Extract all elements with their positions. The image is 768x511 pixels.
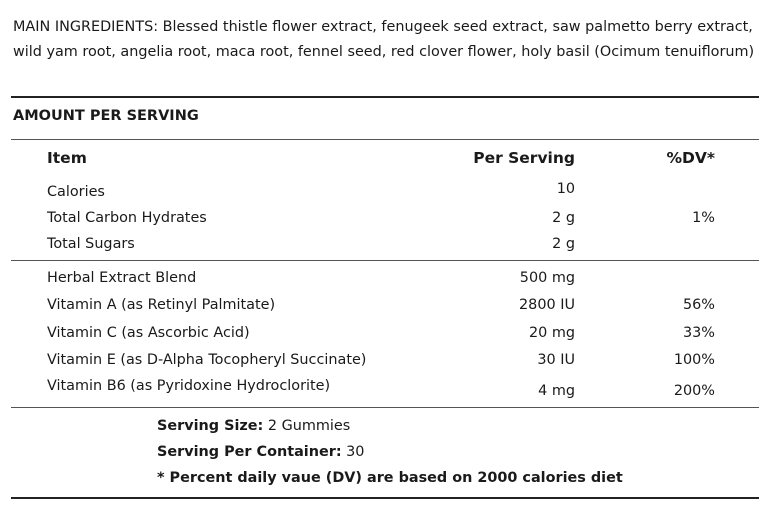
row-per-serving: 2800 IU — [519, 297, 575, 313]
row-item: Total Carbon Hydrates — [47, 210, 207, 226]
row-per-serving: 2 g — [552, 236, 575, 252]
amount-per-serving-heading: AMOUNT PER SERVING — [13, 108, 199, 124]
row-item: Vitamin A (as Retinyl Palmitate) — [47, 297, 276, 313]
servings-per-container-label: Serving Per Container: — [157, 444, 342, 460]
row-item: Herbal Extract Blend — [47, 270, 197, 286]
row-dv: 33% — [683, 325, 715, 341]
row-per-serving: 2 g — [552, 210, 575, 226]
divider-heading — [11, 139, 759, 140]
servings-per-container-value: 30 — [341, 444, 365, 460]
row-dv: 100% — [673, 352, 715, 368]
row-per-serving: 500 mg — [519, 270, 575, 286]
daily-value-note: * Percent daily vaue (DV) are based on 2000 calories diet — [157, 470, 623, 486]
divider-footer — [11, 407, 759, 408]
column-header-dv: %DV* — [666, 149, 715, 167]
divider-bottom — [11, 497, 759, 499]
ingredients-text: Blessed thistle flower extract, fenugeek seed extract, saw palmetto berry extract, wild yam root, angelia root, maca root, fennel seed, red clover flower, holy basil (Ocimum tenuiflorum) — [13, 19, 755, 60]
row-item: Vitamin E (as D-Alpha Tocopheryl Succinate) — [47, 352, 367, 368]
column-header-item: Item — [47, 149, 87, 167]
row-dv: 200% — [673, 383, 715, 399]
row-dv: 56% — [683, 297, 715, 313]
servings-per-container — [157, 444, 364, 460]
row-per-serving: 20 mg — [528, 325, 575, 341]
serving-size-value: 2 Gummies — [263, 418, 351, 434]
ingredients-label: MAIN INGREDIENTS: — [13, 19, 159, 35]
divider-groups — [11, 260, 759, 261]
row-per-serving: 10 — [556, 181, 575, 197]
column-header-per-serving: Per Serving — [473, 149, 575, 167]
row-item: Total Sugars — [47, 236, 135, 252]
serving-size — [157, 418, 350, 434]
row-dv: 1% — [692, 210, 715, 226]
row-item: Calories — [47, 184, 105, 200]
serving-size-label: Serving Size: — [157, 418, 264, 434]
main-ingredients — [13, 15, 758, 64]
row-item: Vitamin B6 (as Pyridoxine Hydroclorite) — [47, 378, 331, 394]
row-item: Vitamin C (as Ascorbic Acid) — [47, 325, 250, 341]
row-per-serving: 30 IU — [537, 352, 575, 368]
row-per-serving: 4 mg — [538, 383, 575, 399]
divider-top — [11, 96, 759, 98]
